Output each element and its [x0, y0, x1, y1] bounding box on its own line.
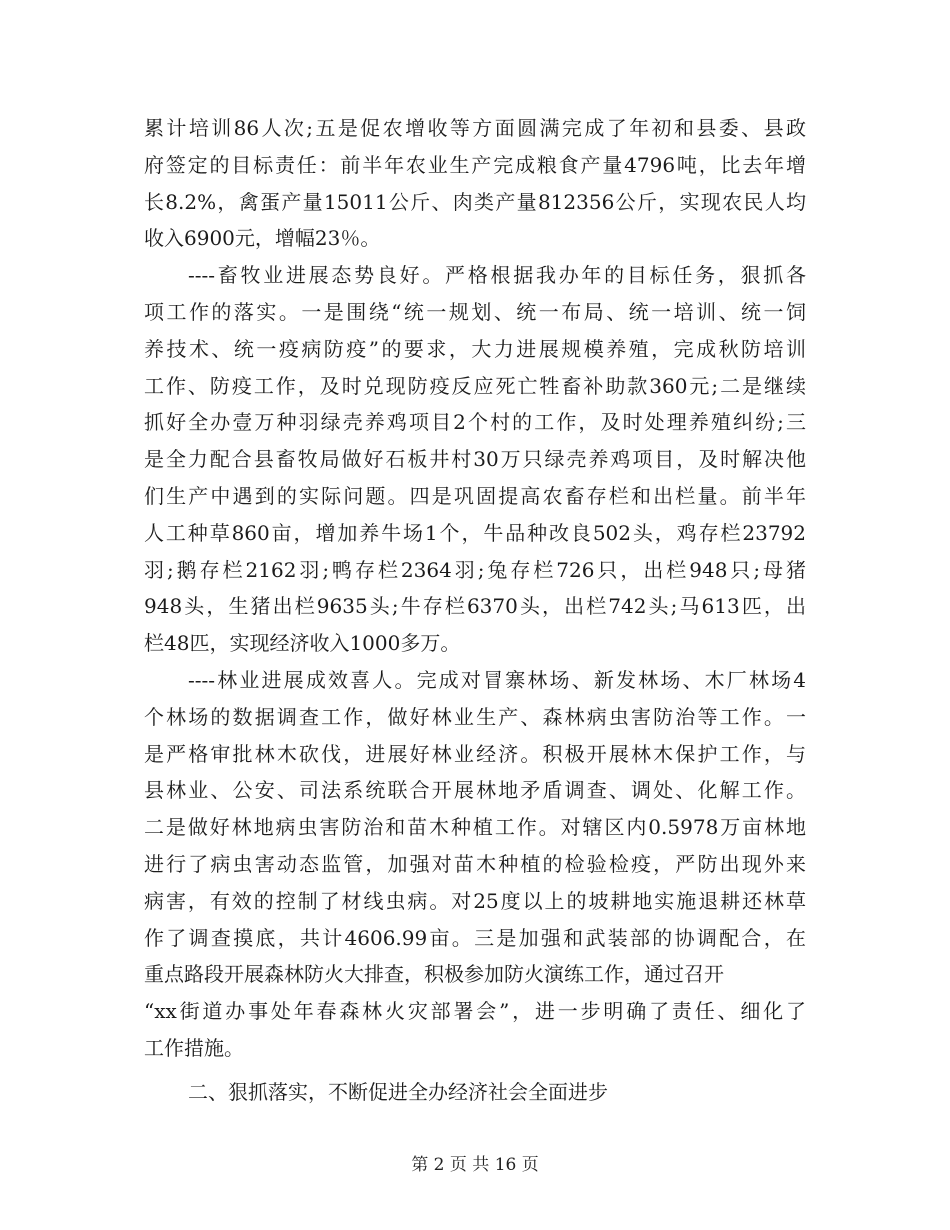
paragraph-line: 重点路段开展森林防火大排查，积极参加防火演练工作，通过召开 [144, 962, 724, 987]
paragraph-line: 作了调查摸底，共计4606.99亩。三是加强和武装部的协调配合，在 [144, 925, 806, 950]
paragraph-line: 养技术、统一疫病防疫”的要求，大力进展规模养殖，完成秋防培训 [144, 336, 806, 361]
paragraph-forestry [144, 662, 806, 1067]
document-body [144, 110, 806, 1111]
section-heading: 二、狠抓落实，不断促进全办经济社会全面进步 [188, 1079, 608, 1104]
paragraph-summary [144, 110, 806, 257]
paragraph-line: 人工种草860亩，增加养牛场1个，牛品种改良502头，鸡存栏23792 [144, 520, 806, 545]
paragraph-line: 项工作的落实。一是围绕“统一规划、统一布局、统一培训、统一饲 [144, 299, 806, 324]
paragraph-line: 个林场的数据调查工作，做好林业生产、森林病虫害防治等工作。一 [144, 704, 806, 729]
paragraph-line: 长8.2%，禽蛋产量15011公斤、肉类产量812356公斤，实现农民人均 [144, 189, 806, 214]
paragraph-line: “xx街道办事处年春森林火灾部署会”，进一步明确了责任、细化了 [144, 999, 806, 1024]
paragraph-line: 县林业、公安、司法系统联合开展林地矛盾调查、调处、化解工作。 [144, 778, 806, 803]
paragraph-line: ----畜牧业进展态势良好。严格根据我办年的目标任务，狠抓各 [188, 263, 806, 288]
paragraph-line: 进行了病虫害动态监管，加强对苗木种植的检验检疫，严防出现外来 [144, 851, 806, 876]
paragraph-line: 二是做好林地病虫害防治和苗木种植工作。对辖区内0.5978万亩林地 [144, 815, 806, 840]
paragraph-line: 累计培训86人次;五是促农增收等方面圆满完成了年初和县委、县政 [144, 116, 806, 140]
paragraph-line: ----林业进展成效喜人。完成对冒寨林场、新发林场、木厂林场4 [188, 667, 806, 692]
paragraph-livestock [144, 257, 806, 662]
paragraph-line: 工作措施。 [144, 1035, 244, 1060]
paragraph-line: 948头，生猪出栏9635头;牛存栏6370头，出栏742头;马613匹，出 [144, 594, 806, 619]
paragraph-line: 病害，有效的控制了材线虫病。对25度以上的坡耕地实施退耕还林草 [144, 888, 806, 913]
paragraph-line: 栏48匹，实现经济收入1000多万。 [144, 631, 461, 656]
paragraph-line: 工作、防疫工作，及时兑现防疫反应死亡牲畜补助款360元;二是继续 [144, 373, 806, 398]
paragraph-line: 府签定的目标责任：前半年农业生产完成粮食产量4796吨，比去年增 [144, 152, 806, 177]
paragraph-line: 是严格审批林木砍伐，进展好林业经济。积极开展林木保护工作，与 [144, 741, 806, 766]
paragraph-line: 们生产中遇到的实际问题。四是巩固提高农畜存栏和出栏量。前半年 [144, 483, 806, 508]
paragraph-line: 羽;鹅存栏2162羽;鸭存栏2364羽;兔存栏726只，出栏948只;母猪 [144, 557, 806, 582]
paragraph-line: 抓好全办壹万种羽绿壳养鸡项目2个村的工作，及时处理养殖纠纷;三 [144, 410, 806, 435]
paragraph-line: 收入6900元，增幅23％。 [144, 226, 381, 251]
page-number-footer: 第 2 页 共 16 页 [411, 1155, 539, 1175]
paragraph-line: 是全力配合县畜牧局做好石板井村30万只绿壳养鸡项目，及时解决他 [144, 447, 806, 472]
